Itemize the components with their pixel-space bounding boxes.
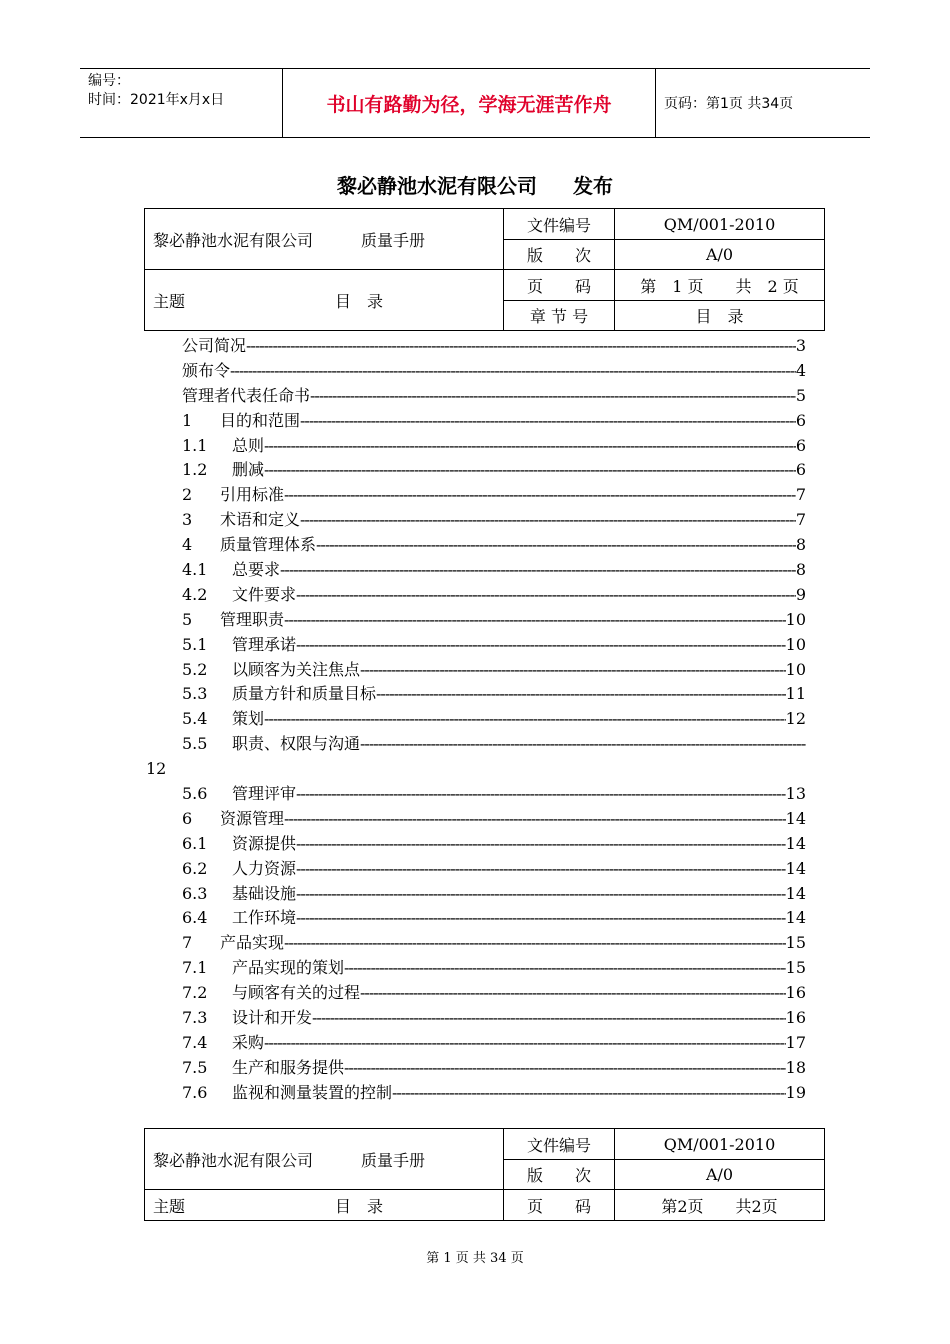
toc-entry-title: 基础设施 bbox=[232, 883, 297, 903]
toc-entry-page: 10 bbox=[785, 659, 806, 679]
file-no-value: QM/001-2010 bbox=[615, 1129, 825, 1160]
toc-entry-page: 7 bbox=[795, 485, 806, 505]
toc-entry-title: 工作环境 bbox=[232, 908, 297, 928]
toc-leader bbox=[300, 508, 796, 533]
toc-entry-number: 6.3 bbox=[182, 883, 208, 903]
toc-entry bbox=[182, 956, 806, 981]
toc-entry bbox=[182, 1006, 806, 1031]
toc-entry bbox=[182, 359, 806, 384]
toc-leader bbox=[264, 434, 796, 459]
toc-wrap-spacer bbox=[182, 757, 806, 782]
file-no-value: QM/001-2010 bbox=[615, 209, 825, 240]
toc-entry bbox=[182, 782, 806, 807]
toc-entry-title: 生产和服务提供 bbox=[232, 1057, 345, 1077]
toc-entry bbox=[182, 533, 806, 558]
toc-entry-page: 8 bbox=[795, 560, 806, 580]
header-page-info: 页码：第1页 共34页 bbox=[664, 96, 794, 112]
toc-entry-number: 6 bbox=[182, 808, 193, 828]
toc-entry bbox=[182, 732, 806, 757]
toc-entry-title: 术语和定义 bbox=[220, 510, 301, 530]
manual-name: 质量手册 bbox=[361, 230, 426, 250]
toc-entry-number: 6.1 bbox=[182, 833, 208, 853]
version-label: 版 次 bbox=[504, 240, 615, 270]
toc-entry bbox=[182, 608, 806, 633]
toc-leader bbox=[344, 1056, 786, 1081]
toc-entry bbox=[182, 483, 806, 508]
document-title bbox=[0, 170, 950, 199]
toc-entry-number: 6.4 bbox=[182, 908, 208, 928]
topic-value: 目 录 bbox=[335, 291, 384, 311]
version-label: 版 次 bbox=[504, 1160, 615, 1190]
toc-entry-number: 7.1 bbox=[182, 958, 208, 978]
title-action: 发布 bbox=[573, 174, 613, 198]
toc-entry-title: 策划 bbox=[232, 709, 265, 729]
toc-entry bbox=[182, 334, 806, 359]
toc-leader bbox=[264, 707, 786, 732]
toc-entry bbox=[182, 857, 806, 882]
page-value: 第 1 页 共 2 页 bbox=[615, 270, 825, 301]
topic-value: 目 录 bbox=[335, 1196, 384, 1216]
toc-leader bbox=[392, 1081, 786, 1106]
toc-entry-page: 5 bbox=[795, 385, 806, 405]
page-value: 第2页 共2页 bbox=[615, 1190, 825, 1221]
toc-entry-page: 12 bbox=[785, 709, 806, 729]
toc-entry bbox=[182, 1056, 806, 1081]
time-label: 时间：2021年x月x日 bbox=[88, 92, 225, 108]
toc-entry-title: 质量管理体系 bbox=[220, 535, 317, 555]
toc-leader bbox=[360, 981, 786, 1006]
toc-entry bbox=[182, 707, 806, 732]
toc-entry-title: 设计和开发 bbox=[232, 1008, 313, 1028]
toc-entry-title: 质量方针和质量目标 bbox=[232, 684, 377, 704]
number-label: 编号： bbox=[88, 73, 130, 89]
toc-entry-page: 9 bbox=[795, 584, 806, 604]
company-manual-cell bbox=[145, 1129, 504, 1190]
toc-entry-title: 管理评审 bbox=[232, 784, 297, 804]
toc-entry-title: 职责、权限与沟通 bbox=[232, 734, 361, 754]
toc-entry-title: 资源提供 bbox=[232, 833, 297, 853]
toc-entry bbox=[182, 384, 806, 409]
toc-entry bbox=[182, 931, 806, 956]
toc-entry-page: 4 bbox=[795, 360, 806, 380]
toc-leader bbox=[296, 583, 796, 608]
page-label: 页 码 bbox=[504, 1190, 615, 1221]
toc-leader bbox=[360, 732, 806, 757]
toc-entry-number: 7.6 bbox=[182, 1082, 208, 1102]
toc-entry bbox=[182, 807, 806, 832]
toc-entry bbox=[182, 682, 806, 707]
toc-entry-title: 管理承诺 bbox=[232, 634, 297, 654]
toc-entry-number: 5.3 bbox=[182, 684, 208, 704]
topic-label: 主题 bbox=[153, 291, 186, 311]
toc-entry-number: 4.2 bbox=[182, 584, 208, 604]
info-table-bottom bbox=[144, 1128, 825, 1221]
toc-entry-number: 2 bbox=[182, 485, 193, 505]
toc-entry-title: 文件要求 bbox=[232, 584, 297, 604]
toc-entry-number: 7.3 bbox=[182, 1008, 208, 1028]
toc-entry-page: 16 bbox=[785, 983, 806, 1003]
toc-entry-page: 15 bbox=[785, 933, 806, 953]
manual-name: 质量手册 bbox=[361, 1150, 426, 1170]
header-meta bbox=[80, 69, 282, 137]
header-motto: 书山有路勤为径，学海无涯苦作舟 bbox=[282, 69, 656, 137]
toc-leader bbox=[360, 658, 786, 683]
toc-leader bbox=[310, 384, 796, 409]
toc-entry-title: 总要求 bbox=[232, 560, 281, 580]
toc-entry-page: 7 bbox=[795, 510, 806, 530]
toc-entry-title: 删减 bbox=[232, 460, 265, 480]
toc-entry-number: 1.1 bbox=[182, 435, 208, 455]
toc-entry-number: 7 bbox=[182, 933, 193, 953]
toc-leader bbox=[264, 1031, 786, 1056]
toc-leader bbox=[376, 682, 786, 707]
file-no-label: 文件编号 bbox=[504, 1129, 615, 1160]
toc-leader bbox=[296, 906, 786, 931]
toc-entry-title: 目的和范围 bbox=[220, 410, 301, 430]
company-name: 黎必静池水泥有限公司 bbox=[153, 230, 314, 250]
toc-leader bbox=[296, 882, 786, 907]
toc-entry-page: 11 bbox=[785, 684, 806, 704]
toc-leader bbox=[246, 334, 796, 359]
toc-leader bbox=[284, 931, 786, 956]
toc-entry-title: 公司简况 bbox=[182, 336, 247, 355]
toc-entry-number: 5.1 bbox=[182, 634, 208, 654]
toc-entry bbox=[182, 583, 806, 608]
toc-entry-page: 3 bbox=[795, 336, 806, 355]
toc-entry-page: 15 bbox=[785, 958, 806, 978]
topic-label: 主题 bbox=[153, 1196, 186, 1216]
toc-entry bbox=[182, 906, 806, 931]
company-name: 黎必静池水泥有限公司 bbox=[153, 1150, 314, 1170]
toc-entry-number: 7.4 bbox=[182, 1032, 208, 1052]
toc-entry-title: 管理者代表任命书 bbox=[182, 385, 311, 405]
toc-entry-page: 19 bbox=[785, 1082, 806, 1102]
toc-entry-page: 14 bbox=[785, 908, 806, 928]
page-header bbox=[80, 68, 870, 138]
toc-entry bbox=[182, 658, 806, 683]
topic-cell bbox=[145, 270, 504, 331]
toc-entry bbox=[182, 882, 806, 907]
toc-leader bbox=[296, 782, 786, 807]
toc-entry-title: 与顾客有关的过程 bbox=[232, 983, 361, 1003]
chapter-label: 章 节 号 bbox=[504, 301, 615, 331]
toc-entry bbox=[182, 633, 806, 658]
title-company: 黎必静池水泥有限公司 bbox=[337, 174, 537, 198]
toc-entry-number: 1 bbox=[182, 410, 193, 430]
toc-entry-number: 4 bbox=[182, 535, 193, 555]
toc-entry bbox=[182, 458, 806, 483]
toc-entry-title: 产品实现 bbox=[220, 933, 285, 953]
toc-entry bbox=[182, 1081, 806, 1106]
toc-entry-title: 颁布令 bbox=[182, 360, 231, 380]
toc-entry-number: 5 bbox=[182, 609, 193, 629]
version-value: A/0 bbox=[615, 1160, 825, 1190]
toc-entry-number: 5.2 bbox=[182, 659, 208, 679]
toc-entry-number: 7.5 bbox=[182, 1057, 208, 1077]
toc-entry-page: 10 bbox=[785, 634, 806, 654]
toc-entry-number: 3 bbox=[182, 510, 193, 530]
toc-entry bbox=[182, 558, 806, 583]
toc-leader bbox=[296, 857, 786, 882]
toc-leader bbox=[264, 458, 796, 483]
toc-entry-number: 1.2 bbox=[182, 460, 208, 480]
toc-entry-page: 6 bbox=[795, 435, 806, 455]
toc-leader bbox=[296, 633, 786, 658]
toc-entry bbox=[182, 1031, 806, 1056]
company-manual-cell bbox=[145, 209, 504, 270]
toc-entry bbox=[182, 409, 806, 434]
table-of-contents bbox=[182, 334, 806, 1106]
toc-entry-page: 8 bbox=[795, 535, 806, 555]
version-value: A/0 bbox=[615, 240, 825, 270]
toc-entry-page: 14 bbox=[785, 808, 806, 828]
chapter-value: 目 录 bbox=[615, 301, 825, 331]
file-no-label: 文件编号 bbox=[504, 209, 615, 240]
toc-entry-title: 以顾客为关注焦点 bbox=[232, 659, 361, 679]
toc-entry-number: 5.6 bbox=[182, 784, 208, 804]
toc-entry-title: 引用标准 bbox=[220, 485, 285, 505]
toc-entry-number: 7.2 bbox=[182, 983, 208, 1003]
toc-entry-title: 采购 bbox=[232, 1032, 265, 1052]
topic-cell bbox=[145, 1190, 504, 1221]
toc-entry-page: 6 bbox=[795, 410, 806, 430]
toc-leader bbox=[344, 956, 786, 981]
toc-entry-title: 资源管理 bbox=[220, 808, 285, 828]
toc-entry-number: 5.5 bbox=[182, 734, 208, 754]
toc-leader bbox=[300, 409, 796, 434]
toc-entry bbox=[182, 981, 806, 1006]
toc-entry-page: 14 bbox=[785, 883, 806, 903]
toc-entry-title: 人力资源 bbox=[232, 858, 297, 878]
toc-leader bbox=[284, 608, 786, 633]
toc-entry-page: 10 bbox=[785, 609, 806, 629]
page-label: 页 码 bbox=[504, 270, 615, 301]
toc-leader bbox=[316, 533, 796, 558]
toc-leader bbox=[312, 1006, 786, 1031]
toc-leader bbox=[280, 558, 796, 583]
toc-entry-title: 监视和测量装置的控制 bbox=[232, 1082, 393, 1102]
toc-leader bbox=[284, 483, 796, 508]
toc-leader bbox=[296, 832, 786, 857]
toc-entry-number: 6.2 bbox=[182, 858, 208, 878]
toc-wrapped-page: 12 bbox=[146, 759, 167, 778]
toc-entry-title: 总则 bbox=[232, 435, 265, 455]
toc-entry bbox=[182, 434, 806, 459]
toc-entry-title: 产品实现的策划 bbox=[232, 958, 345, 978]
toc-entry-page: 14 bbox=[785, 833, 806, 853]
toc-leader bbox=[230, 359, 796, 384]
toc-entry bbox=[182, 508, 806, 533]
toc-entry-page: 14 bbox=[785, 858, 806, 878]
toc-entry-page: 6 bbox=[795, 460, 806, 480]
toc-entry-number: 4.1 bbox=[182, 560, 208, 580]
toc-entry-page: 13 bbox=[785, 784, 806, 804]
toc-entry-number: 5.4 bbox=[182, 709, 208, 729]
toc-entry-page: 16 bbox=[785, 1008, 806, 1028]
toc-entry-page: 17 bbox=[785, 1032, 806, 1052]
page-footer: 第 1 页 共 34 页 bbox=[426, 1251, 524, 1266]
toc-leader bbox=[284, 807, 786, 832]
info-table-top bbox=[144, 208, 825, 331]
toc-entry-page: 18 bbox=[785, 1057, 806, 1077]
toc-entry bbox=[182, 832, 806, 857]
toc-entry-title: 管理职责 bbox=[220, 609, 285, 629]
